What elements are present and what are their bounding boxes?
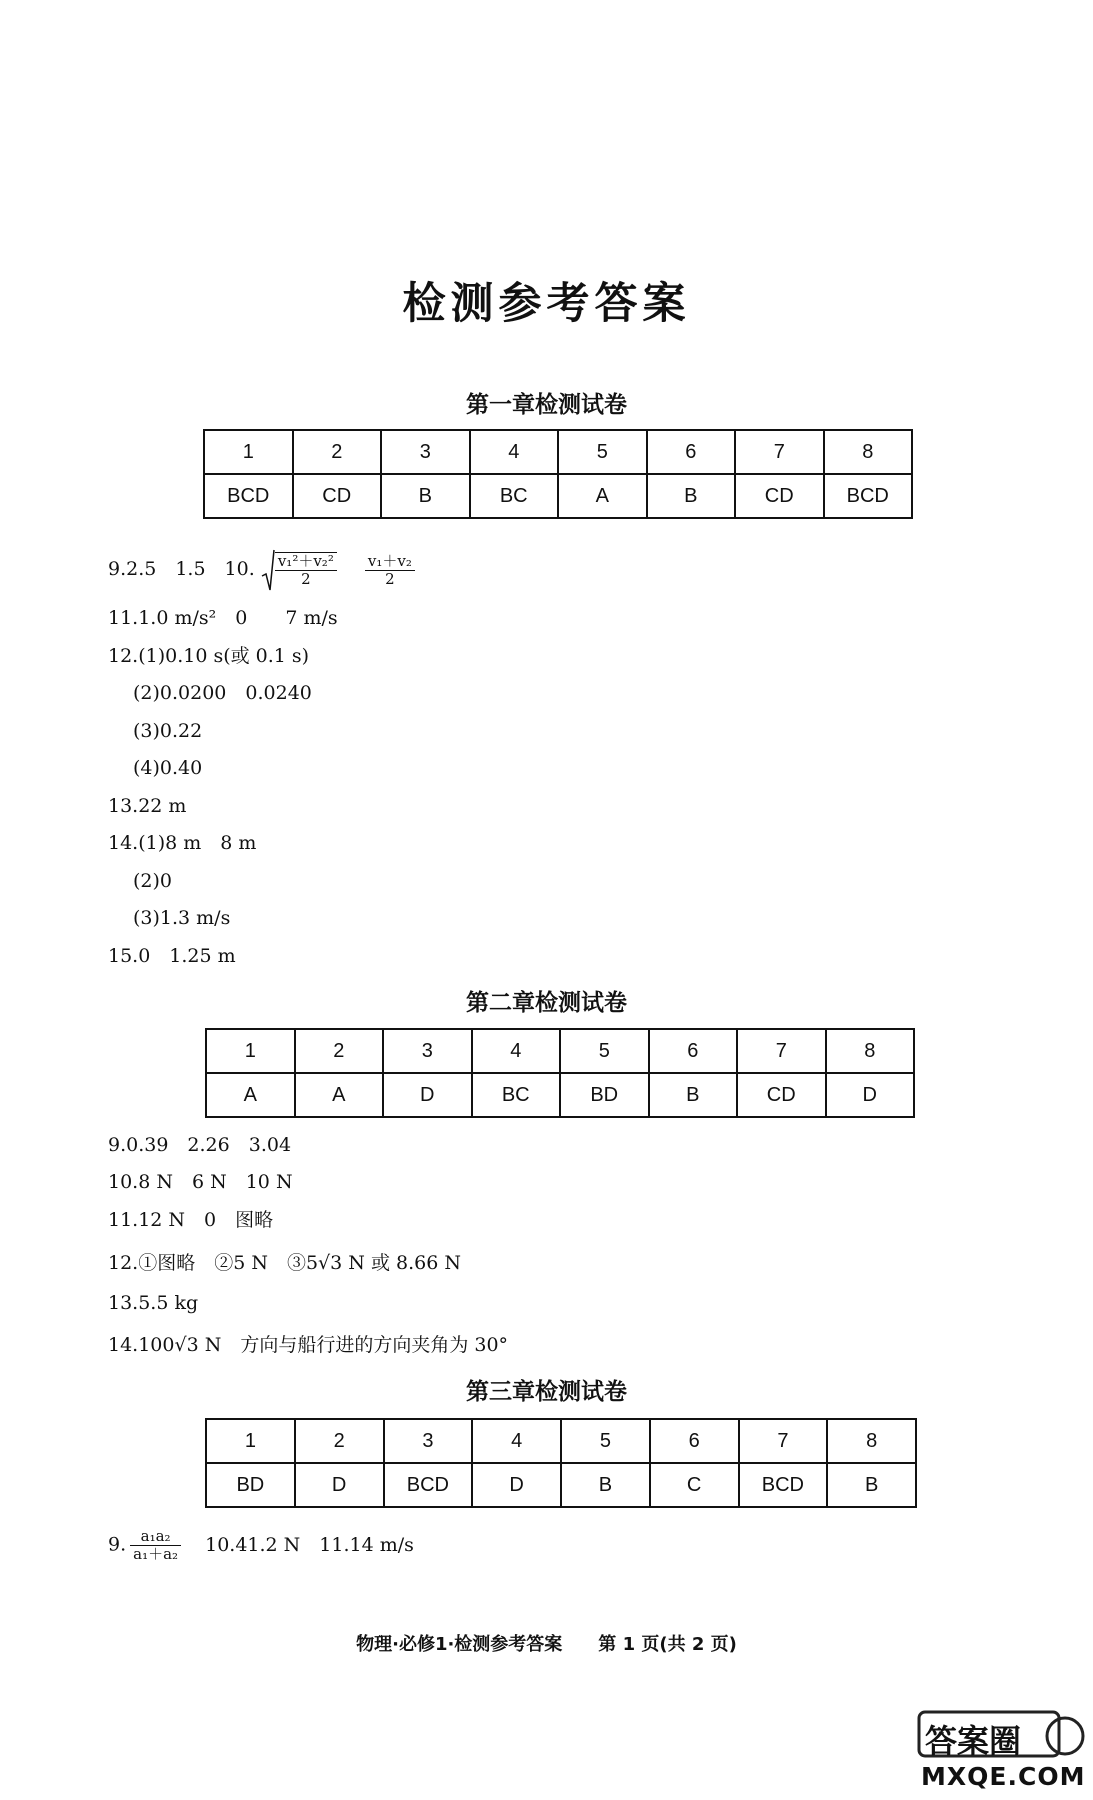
answer-line-14-1: 14.(1)8 m 8 m [108, 832, 257, 854]
table-cell: 7 [735, 430, 824, 474]
table-cell: 4 [472, 1029, 561, 1073]
answer-text: 10.41.2 N 11.14 m/s [205, 1533, 414, 1556]
fraction-denominator: 2 [385, 569, 395, 588]
answer-line-14-2: (2)0 [133, 870, 173, 892]
table-cell: B [827, 1463, 916, 1507]
table-cell: BCD [384, 1463, 473, 1507]
table-cell: C [650, 1463, 739, 1507]
watermark-bottom-text: MXQE.COM [921, 1762, 1086, 1791]
answer-line-9: 9.0.39 2.26 3.04 [108, 1134, 292, 1156]
answer-line-12-3: (3)0.22 [133, 720, 203, 742]
fraction-denominator: a₁＋a₂ [133, 1545, 179, 1563]
table-cell: 3 [384, 1419, 473, 1463]
answer-line-12-4: (4)0.40 [133, 757, 203, 779]
table-cell: A [558, 474, 647, 518]
table-cell: 4 [470, 430, 559, 474]
table-cell: B [561, 1463, 650, 1507]
table-cell: 3 [381, 430, 470, 474]
table-row-numbers [206, 1419, 916, 1463]
table-cell: 5 [558, 430, 647, 474]
watermark-top-text: 答案圈 [925, 1722, 1022, 1760]
sqrt-sign-icon [261, 548, 275, 592]
answer-line-13: 13.22 m [108, 795, 187, 817]
table-cell: 1 [206, 1419, 295, 1463]
answer-line-11: 11.1.0 m/s² 0 7 m/s [108, 607, 338, 629]
table-cell: 7 [737, 1029, 826, 1073]
table-cell: CD [293, 474, 382, 518]
table-cell: 6 [647, 430, 736, 474]
answer-line-10: 10.8 N 6 N 10 N [108, 1171, 293, 1193]
table-row-answers [204, 474, 912, 518]
table-cell: D [295, 1463, 384, 1507]
fraction-numerator: v₁＋v₂ [365, 553, 415, 571]
fraction [130, 1528, 181, 1563]
page-footer: 物理·必修1·检测参考答案 第 1 页(共 2 页) [356, 1634, 737, 1655]
answer-line-12-2: (2)0.0200 0.0240 [133, 682, 312, 704]
table-cell: CD [735, 474, 824, 518]
table-cell: 6 [649, 1029, 738, 1073]
table-row-numbers [206, 1029, 914, 1073]
table-cell: BD [560, 1073, 649, 1117]
table-cell: D [826, 1073, 915, 1117]
table-cell: BCD [204, 474, 293, 518]
chapter-1-heading: 第一章检测试卷 [466, 392, 627, 418]
table-cell: B [381, 474, 470, 518]
table-cell: B [647, 474, 736, 518]
table-cell: 2 [295, 1029, 384, 1073]
table-cell: D [472, 1463, 561, 1507]
table-cell: 3 [383, 1029, 472, 1073]
answer-line-9-11 [108, 1528, 414, 1563]
chapter-2-answer-table [205, 1028, 915, 1118]
table-cell: 1 [204, 430, 293, 474]
answer-text: 9.2.5 1.5 10. [108, 558, 255, 580]
table-cell: BCD [739, 1463, 828, 1507]
table-cell: 2 [293, 430, 382, 474]
table-row-answers [206, 1073, 914, 1117]
chapter-1-answer-table [203, 429, 913, 519]
table-cell: 4 [472, 1419, 561, 1463]
page-title: 检测参考答案 [402, 279, 691, 329]
table-cell: BC [470, 474, 559, 518]
answer-line-12: 12.①图略 ②5 N ③5√3 N 或 8.66 N [108, 1252, 461, 1274]
table-cell: 5 [561, 1419, 650, 1463]
answer-line-15: 15.0 1.25 m [108, 945, 236, 967]
table-cell: 8 [824, 430, 913, 474]
answer-line-9-10 [108, 548, 419, 592]
fraction-denominator: 2 [301, 570, 311, 588]
table-cell: 8 [826, 1029, 915, 1073]
watermark-logo [915, 1710, 1085, 1795]
table-cell: CD [737, 1073, 826, 1117]
answer-line-14-3: (3)1.3 m/s [133, 907, 231, 929]
table-cell: D [383, 1073, 472, 1117]
table-cell: BCD [824, 474, 913, 518]
table-cell: A [295, 1073, 384, 1117]
table-cell: 2 [295, 1419, 384, 1463]
answer-line-12-1: 12.(1)0.10 s(或 0.1 s) [108, 645, 310, 667]
table-row-numbers [204, 430, 912, 474]
table-cell: B [649, 1073, 738, 1117]
answer-line-11: 11.12 N 0 图略 [108, 1209, 274, 1231]
sqrt-expression [261, 548, 341, 592]
answer-line-13: 13.5.5 kg [108, 1292, 199, 1314]
fraction [275, 552, 337, 588]
table-cell: BC [472, 1073, 561, 1117]
table-cell: 1 [206, 1029, 295, 1073]
fraction-numerator: v₁²＋v₂² [275, 553, 337, 571]
table-row-answers [206, 1463, 916, 1507]
chapter-2-heading: 第二章检测试卷 [466, 990, 627, 1016]
table-cell: 6 [650, 1419, 739, 1463]
chapter-3-answer-table [205, 1418, 917, 1508]
fraction-numerator: a₁a₂ [130, 1528, 181, 1546]
table-cell: 5 [560, 1029, 649, 1073]
table-cell: A [206, 1073, 295, 1117]
answer-line-14: 14.100√3 N 方向与船行进的方向夹角为 30° [108, 1334, 509, 1356]
table-cell: BD [206, 1463, 295, 1507]
chapter-3-heading: 第三章检测试卷 [466, 1379, 627, 1405]
table-cell: 8 [827, 1419, 916, 1463]
table-cell: 7 [739, 1419, 828, 1463]
answer-text: 9. [108, 1533, 127, 1556]
fraction [365, 553, 415, 588]
